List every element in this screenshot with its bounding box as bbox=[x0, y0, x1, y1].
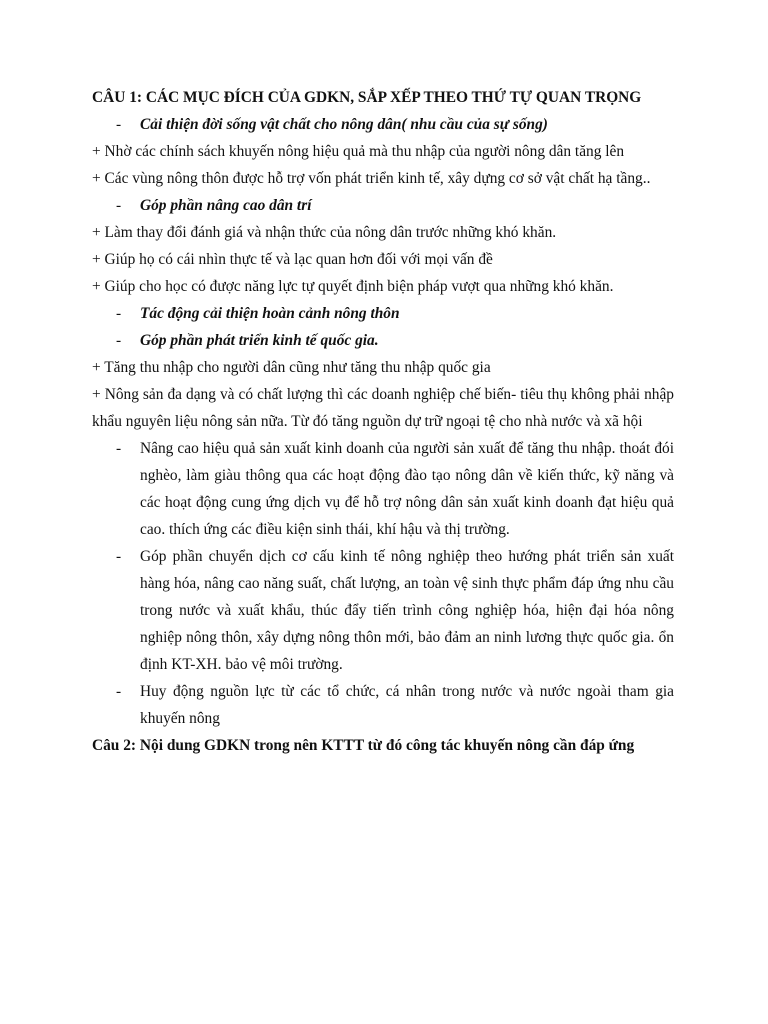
paragraph-diverse-products: + Nông sản đa dạng và có chất lượng thì các doanh nghiệp chế biến- tiêu thụ không phải nhập khẩu nguyên liệu nông sản nữa. Từ đó tăng nguồn dự trữ ngoại tệ cho nhà nước và xã hội bbox=[92, 386, 674, 430]
list-item-resources bbox=[92, 678, 674, 732]
paragraph-awareness: + Làm thay đổi đánh giá và nhận thức của nông dân trước những khó khăn. bbox=[92, 224, 557, 241]
list-item-restructuring-text: Góp phần chuyển dịch cơ cấu kinh tế nông nghiệp theo hướng phát triển sản xuất hàng hóa, nâng cao năng suất, chất lượng, an toàn vệ sinh thực phẩm đáp ứng nhu cầu trong nước và xuất khẩu, thúc đẩy tiến trình công nghiệp hóa, hiện đại hóa nông nghiệp nông thôn, xây dựng nông thôn mới, bảo đảm an ninh lương thực quốc gia. ổn định KT-XH. bảo vệ môi trường. bbox=[140, 548, 674, 673]
list-item-resources-text: Huy động nguồn lực từ các tổ chức, cá nhân trong nước và nước ngoài tham gia khuyến nông bbox=[140, 683, 674, 727]
question-2-heading: Câu 2: Nội dung GDKN trong nên KTTT từ đó công tác khuyến nông cần đáp ứng bbox=[92, 737, 635, 754]
list-item-efficiency bbox=[92, 435, 674, 543]
purpose-3-bullet bbox=[92, 300, 674, 327]
document-page bbox=[92, 84, 674, 759]
list-item-efficiency-text: Nâng cao hiệu quả sản xuất kinh doanh của người sản xuất để tăng thu nhập. thoát đói nghèo, làm giàu thông qua các hoạt động đào tạo nông dân về kiến thức, kỹ năng và các hoạt động cung ứng dịch vụ để hỗ trợ nông dân sản xuất kinh doanh đạt hiệu quả cao. thích ứng các điều kiện sinh thái, khí hậu và thị trường. bbox=[140, 440, 674, 538]
bullet-dash: - bbox=[116, 116, 122, 133]
purpose-4-text: Góp phần phát triển kinh tế quốc gia. bbox=[140, 332, 379, 349]
purpose-4-bullet bbox=[92, 327, 674, 354]
bullet-dash: - bbox=[116, 683, 122, 700]
paragraph-decision-capacity: + Giúp cho học có được năng lực tự quyết định biện pháp vượt qua những khó khăn. bbox=[92, 278, 614, 295]
list-item-restructuring bbox=[92, 543, 674, 678]
purpose-2-text: Góp phần nâng cao dân trí bbox=[140, 197, 312, 214]
bullet-dash: - bbox=[116, 332, 122, 349]
paragraph-income: + Nhờ các chính sách khuyến nông hiệu quả mà thu nhập của người nông dân tăng lên bbox=[92, 143, 625, 160]
bullet-dash: - bbox=[116, 197, 122, 214]
purpose-1-bullet bbox=[92, 111, 674, 138]
paragraph-national-income: + Tăng thu nhập cho người dân cũng như tăng thu nhập quốc gia bbox=[92, 359, 491, 376]
bullet-dash: - bbox=[116, 305, 122, 322]
bullet-dash: - bbox=[116, 440, 122, 457]
bullet-dash: - bbox=[116, 548, 122, 565]
purpose-1-text: Cải thiện đời sống vật chất cho nông dân( nhu cầu của sự sống) bbox=[140, 116, 548, 133]
question-1-heading: CÂU 1: CÁC MỤC ĐÍCH CỦA GDKN, SẮP XẾP THEO THỨ TỰ QUAN TRỌNG bbox=[92, 89, 642, 106]
paragraph-outlook: + Giúp họ có cái nhìn thực tế và lạc quan hơn đối với mọi vấn đề bbox=[92, 251, 493, 268]
paragraph-capital-support: + Các vùng nông thôn được hỗ trợ vốn phát triển kinh tế, xây dựng cơ sở vật chất hạ tầng.. bbox=[92, 170, 651, 187]
purpose-3-text: Tác động cải thiện hoàn cảnh nông thôn bbox=[140, 305, 400, 322]
purpose-2-bullet bbox=[92, 192, 674, 219]
